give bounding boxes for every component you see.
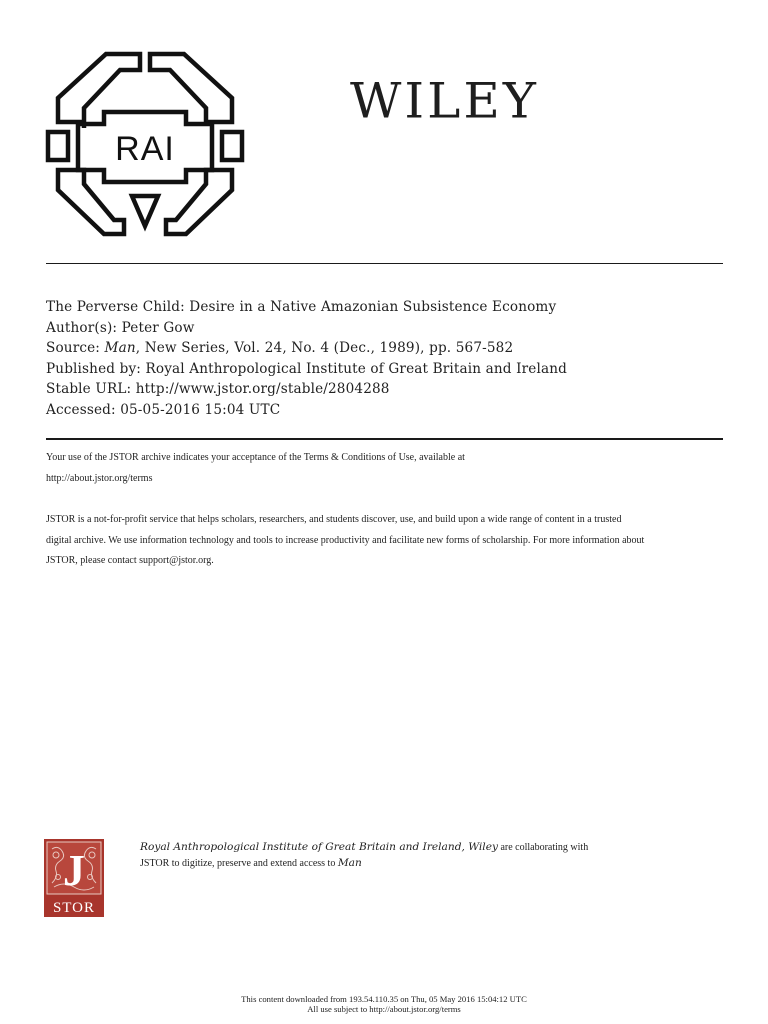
source-prefix: Source: [46,340,105,356]
collaboration-statement [140,840,740,871]
jstor-logo [44,839,104,917]
about-jstor-line: JSTOR, please contact support@jstor.org. [46,555,214,566]
stable-url-line [46,379,567,400]
wiley-logo: WILEY [350,72,539,130]
article-source [46,338,567,359]
top-divider [46,263,723,264]
footer-terms-line: All use subject to http://about.jstor.org/terms [307,1004,461,1014]
citation-block [46,297,567,420]
collab-line-2 [140,856,740,872]
about-jstor-line: JSTOR is a not-for-profit service that helps scholars, researchers, and students discover, use, and build upon a wide range of content in a trusted [46,514,622,525]
terms-link[interactable]: http://about.jstor.org/terms [46,472,153,484]
terms-block [46,448,726,572]
article-title: The Perverse Child: Desire in a Native Amazonian Subsistence Economy [46,299,557,315]
about-jstor-line: digital archive. We use information technology and tools to increase productivity and facilitate new forms of scholarship. For more information about [46,534,645,546]
collab-line-1 [140,840,740,856]
jstor-logo-text: STOR [52,900,96,916]
source-details: , New Series, Vol. 24, No. 4 (Dec., 1989), pp. 567-582 [135,340,514,356]
collab-publishers: Royal Anthropological Institute of Great Britain and Ireland, Wiley [140,841,498,853]
middle-divider [46,438,723,440]
accessed-date: Accessed: 05-05-2016 15:04 UTC [46,401,281,418]
svg-text:J: J [63,846,85,895]
stable-url-link[interactable]: http://www.jstor.org/stable/2804288 [135,381,390,397]
article-publisher: Published by: Royal Anthropological Institute of Great Britain and Ireland [46,360,567,377]
rai-logo-text: RAI [115,130,175,168]
download-footer [0,994,768,1014]
terms-line: Your use of the JSTOR archive indicates your acceptance of the Terms & Conditions of Use, available at [46,452,465,463]
collab-text-2: JSTOR to digitize, preserve and extend access to [140,857,338,869]
footer-download-line: This content downloaded from 193.54.110.35 on Thu, 05 May 2016 15:04:12 UTC [241,994,527,1004]
collab-text: are collaborating with [497,842,589,853]
stable-url-label: Stable URL: [46,381,136,397]
rai-logo [44,50,246,238]
article-author: Author(s): Peter Gow [46,319,195,336]
source-journal: Man [104,340,136,356]
collab-journal: Man [337,856,362,869]
